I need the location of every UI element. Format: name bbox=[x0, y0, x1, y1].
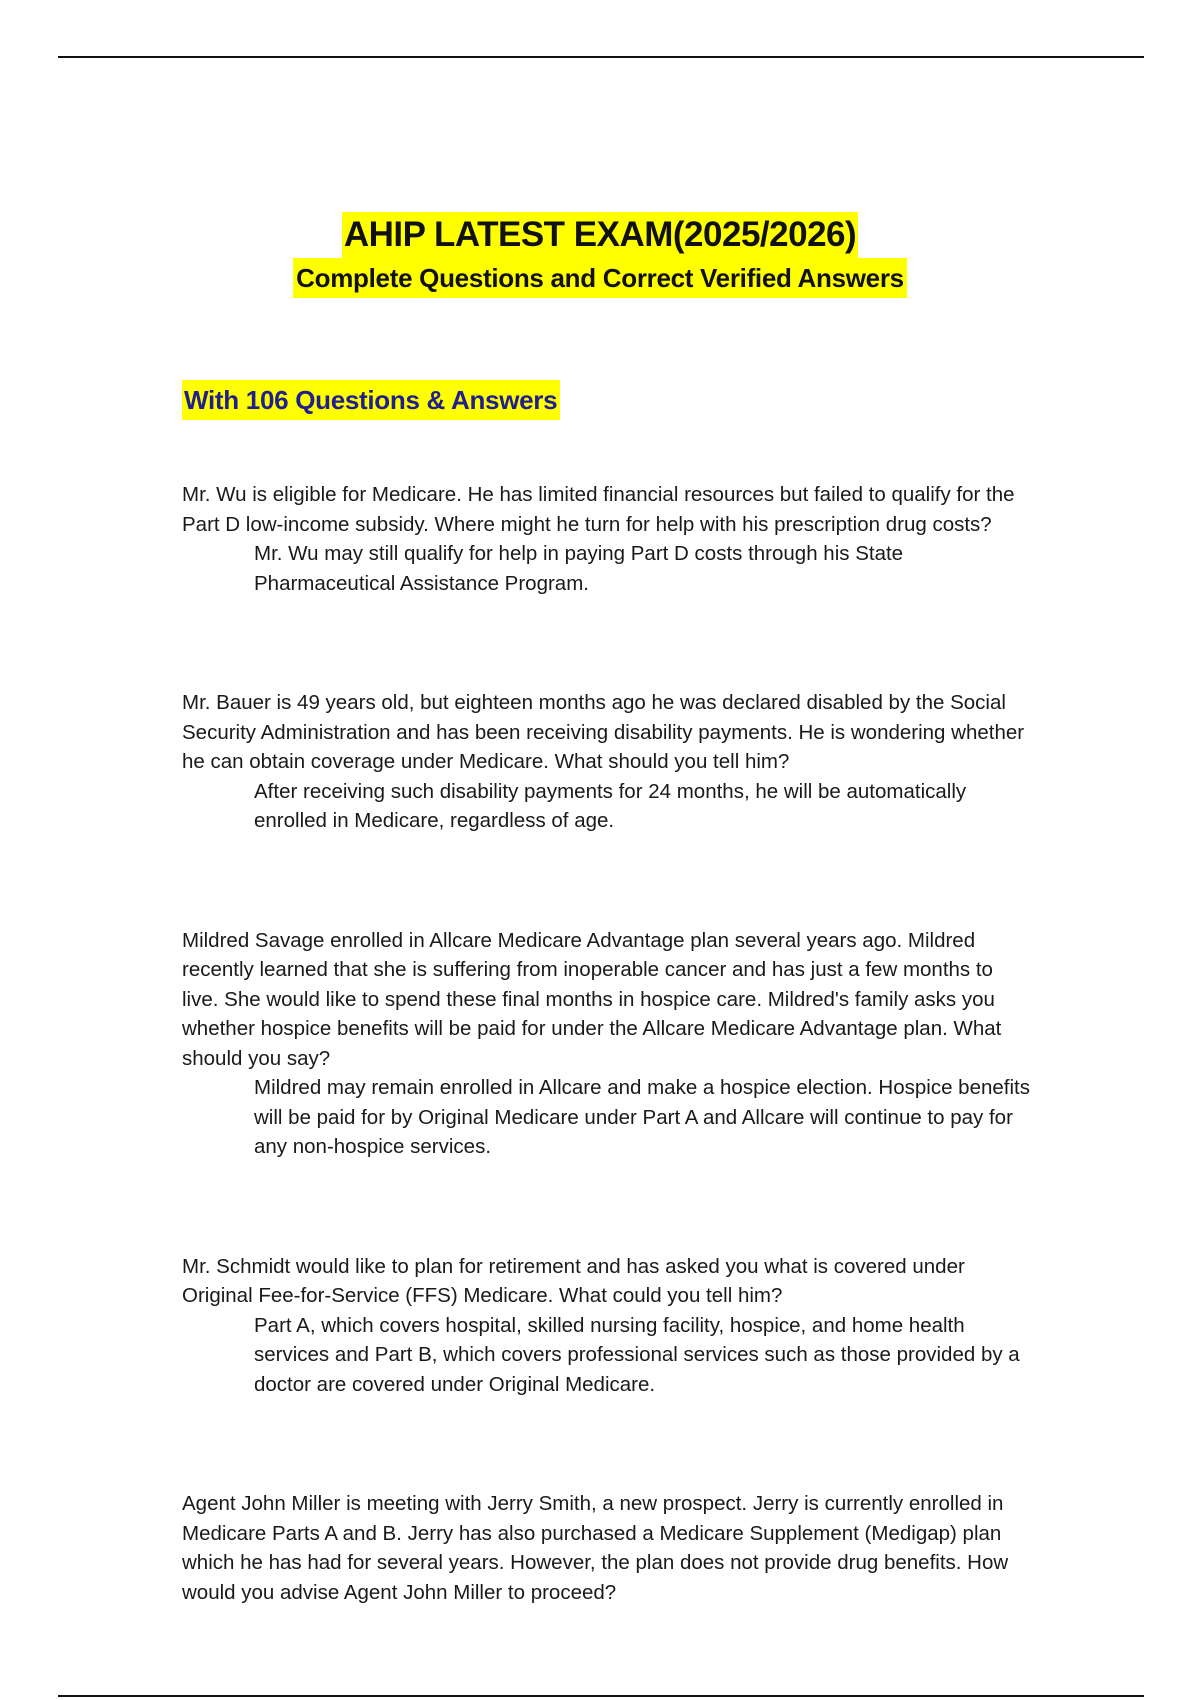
qa-item bbox=[182, 1252, 1032, 1400]
title-block bbox=[0, 212, 1200, 298]
answer-text: After receiving such disability payments for 24 months, he will be automatically enrolled in Medicare, regardless of age. bbox=[254, 779, 967, 832]
question-text: Mr. Bauer is 49 years old, but eighteen months ago he was declared disabled by the Social Security Administration and has been receiving disability payments. He is wondering whether he can obtain coverage under Medicare. What should you tell him? bbox=[182, 691, 1025, 773]
qa-item bbox=[182, 688, 1032, 836]
question-text: Mr. Wu is eligible for Medicare. He has limited financial resources but failed to qualify for the Part D low-income subsidy. Where might he turn for help with his prescription drug costs? bbox=[182, 483, 1015, 536]
answer-text: Mildred may remain enrolled in Allcare and make a hospice election. Hospice benefits will be paid for by Original Medicare under Part A and Allcare will continue to pay for any non-hospice services. bbox=[254, 1076, 1030, 1158]
question-text: Mildred Savage enrolled in Allcare Medicare Advantage plan several years ago. Mildred recently learned that she is suffering from inoperable cancer and has just a few months to live. She would like to spend these final months in hospice care. Mildred's family asks you whether hospice benefits will be paid for under the Allcare Medicare Advantage plan. What should you say? bbox=[182, 928, 1002, 1070]
document-title: AHIP LATEST EXAM(2025/2026) bbox=[342, 212, 858, 258]
bottom-rule bbox=[58, 1695, 1144, 1697]
question-text: Agent John Miller is meeting with Jerry Smith, a new prospect. Jerry is currently enrolled in Medicare Parts A and B. Jerry has also purchased a Medicare Supplement (Medigap) plan which he has had for several years. However, the plan does not provide drug benefits. How would you advise Agent John Miller to proceed? bbox=[182, 1492, 1009, 1604]
answer-text: Mr. Wu may still qualify for help in paying Part D costs through his State Pharmaceutical Assistance Program. bbox=[254, 542, 904, 595]
qa-item bbox=[182, 1489, 1032, 1607]
question-count-label: With 106 Questions & Answers bbox=[182, 380, 560, 420]
qa-list bbox=[182, 480, 1032, 1697]
top-rule bbox=[58, 56, 1144, 58]
qa-item bbox=[182, 480, 1032, 598]
question-text: Mr. Schmidt would like to plan for retirement and has asked you what is covered under Original Fee-for-Service (FFS) Medicare. What could you tell him? bbox=[182, 1254, 965, 1307]
answer-text: Part A, which covers hospital, skilled nursing facility, hospice, and home health services and Part B, which covers professional services such as those provided by a doctor are covered under Original Medicare. bbox=[254, 1313, 1020, 1396]
qa-item bbox=[182, 926, 1032, 1162]
document-subtitle: Complete Questions and Correct Verified Answers bbox=[293, 258, 907, 298]
